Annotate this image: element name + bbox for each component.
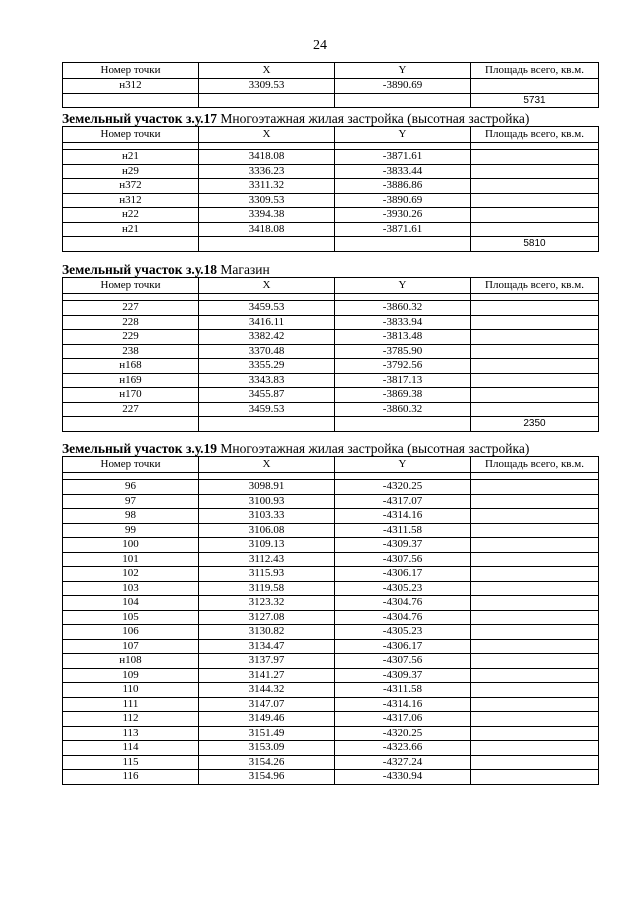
point-number-cell: 100 (63, 538, 199, 553)
y-coordinate-cell: -4305.23 (335, 625, 471, 640)
point-number-cell: 96 (63, 480, 199, 495)
empty-cell (63, 93, 199, 108)
area-empty-cell (471, 726, 599, 741)
y-coordinate-cell: -4320.25 (335, 480, 471, 495)
y-coordinate-cell: -3930.26 (335, 208, 471, 223)
area-total-value: 5731 (471, 93, 599, 108)
x-coordinate-cell: 3123.32 (199, 596, 335, 611)
area-empty-cell (471, 712, 599, 727)
y-coordinate-cell: -3871.61 (335, 150, 471, 165)
y-coordinate-cell: -3813.48 (335, 330, 471, 345)
spacer-cell (199, 473, 335, 480)
plot-19-heading (62, 442, 598, 456)
y-coordinate-cell: -4330.94 (335, 770, 471, 785)
y-coordinate-cell: -3785.90 (335, 344, 471, 359)
table-row (63, 596, 599, 611)
x-coordinate-cell: 3418.08 (199, 150, 335, 165)
y-coordinate-cell: -4317.07 (335, 494, 471, 509)
y-coordinate-cell: -4309.37 (335, 668, 471, 683)
plot-19-table (62, 456, 599, 785)
coordinates-table-continued (62, 62, 598, 108)
plot-17-table (62, 126, 599, 252)
x-coordinate-cell: 3416.11 (199, 315, 335, 330)
point-number-cell: 116 (63, 770, 199, 785)
area-empty-cell (471, 480, 599, 495)
area-empty-cell (471, 654, 599, 669)
header-x: X (199, 278, 335, 294)
area-empty-cell (471, 697, 599, 712)
x-coordinate-cell: 3309.53 (199, 193, 335, 208)
y-coordinate-cell: -3833.44 (335, 164, 471, 179)
area-empty-cell (471, 388, 599, 403)
area-empty-cell (471, 610, 599, 625)
header-point: Номер точки (63, 457, 199, 473)
point-number-cell: 102 (63, 567, 199, 582)
header-point: Номер точки (63, 278, 199, 294)
header-x: X (199, 457, 335, 473)
empty-cell (63, 237, 199, 252)
x-coordinate-cell: 3098.91 (199, 480, 335, 495)
x-coordinate-cell: 3153.09 (199, 741, 335, 756)
table-header-row (63, 127, 599, 143)
header-y: Y (335, 457, 471, 473)
table-row (63, 552, 599, 567)
point-number-cell: 111 (63, 697, 199, 712)
table-row (63, 344, 599, 359)
y-coordinate-cell: -4327.24 (335, 755, 471, 770)
x-coordinate-cell: 3394.38 (199, 208, 335, 223)
point-number-cell: 104 (63, 596, 199, 611)
y-coordinate-cell: -3886.86 (335, 179, 471, 194)
point-number-cell: 227 (63, 402, 199, 417)
table-row (63, 388, 599, 403)
x-coordinate-cell: 3130.82 (199, 625, 335, 640)
point-number-cell: н29 (63, 164, 199, 179)
area-total-row (63, 417, 599, 432)
spacer-cell (63, 294, 199, 301)
empty-cell (199, 237, 335, 252)
x-coordinate-cell: 3134.47 (199, 639, 335, 654)
x-coordinate-cell: 3115.93 (199, 567, 335, 582)
point-number-cell: 228 (63, 315, 199, 330)
y-coordinate-cell: -4304.76 (335, 610, 471, 625)
table-row (63, 222, 599, 237)
point-number-cell: 107 (63, 639, 199, 654)
x-coordinate-cell: 3418.08 (199, 222, 335, 237)
table-row (63, 193, 599, 208)
area-empty-cell (471, 330, 599, 345)
spacer-cell (199, 294, 335, 301)
point-number-cell: 98 (63, 509, 199, 524)
area-empty-cell (471, 344, 599, 359)
spacer-cell (471, 473, 599, 480)
area-empty-cell (471, 494, 599, 509)
area-empty-cell (471, 208, 599, 223)
y-coordinate-cell: -4307.56 (335, 552, 471, 567)
y-coordinate-cell: -4306.17 (335, 567, 471, 582)
point-number-cell: н372 (63, 179, 199, 194)
x-coordinate-cell: 3154.26 (199, 755, 335, 770)
y-coordinate-cell: -3792.56 (335, 359, 471, 374)
y-coordinate-cell: -4304.76 (335, 596, 471, 611)
plot-17-heading (62, 112, 598, 126)
y-coordinate-cell: -3890.69 (335, 193, 471, 208)
x-coordinate-cell: 3343.83 (199, 373, 335, 388)
area-total-row (63, 237, 599, 252)
point-number-cell: 101 (63, 552, 199, 567)
plot-17-section (62, 112, 598, 252)
x-coordinate-cell: 3100.93 (199, 494, 335, 509)
area-empty-cell (471, 581, 599, 596)
table-row (63, 402, 599, 417)
area-empty-cell (471, 193, 599, 208)
x-coordinate-cell: 3309.53 (199, 79, 335, 94)
header-y: Y (335, 278, 471, 294)
area-total-value: 2350 (471, 417, 599, 432)
header-point: Номер точки (63, 127, 199, 143)
table-row (63, 179, 599, 194)
area-empty-cell (471, 755, 599, 770)
x-coordinate-cell: 3112.43 (199, 552, 335, 567)
point-number-cell: 99 (63, 523, 199, 538)
point-number-cell: 229 (63, 330, 199, 345)
table-row (63, 509, 599, 524)
table-row (63, 697, 599, 712)
y-coordinate-cell: -4314.16 (335, 509, 471, 524)
table-row (63, 359, 599, 374)
area-empty-cell (471, 373, 599, 388)
table-row (63, 683, 599, 698)
empty-cell (199, 93, 335, 108)
point-number-cell: н170 (63, 388, 199, 403)
point-number-cell: н312 (63, 193, 199, 208)
x-coordinate-cell: 3137.97 (199, 654, 335, 669)
table-row (63, 741, 599, 756)
plot-18-title: Земельный участок з.у.18 (62, 262, 218, 277)
x-coordinate-cell: 3455.87 (199, 388, 335, 403)
y-coordinate-cell: -4311.58 (335, 523, 471, 538)
table-row (63, 164, 599, 179)
spacer-row (63, 143, 599, 150)
x-coordinate-cell: 3141.27 (199, 668, 335, 683)
area-empty-cell (471, 222, 599, 237)
y-coordinate-cell: -4309.37 (335, 538, 471, 553)
header-y: Y (335, 63, 471, 79)
y-coordinate-cell: -3890.69 (335, 79, 471, 94)
area-empty-cell (471, 301, 599, 316)
plot-18-table (62, 277, 599, 432)
x-coordinate-cell: 3147.07 (199, 697, 335, 712)
y-coordinate-cell: -4311.58 (335, 683, 471, 698)
y-coordinate-cell: -4307.56 (335, 654, 471, 669)
area-total-row (63, 93, 599, 108)
x-coordinate-cell: 3109.13 (199, 538, 335, 553)
table-row (63, 150, 599, 165)
spacer-cell (335, 294, 471, 301)
y-coordinate-cell: -4305.23 (335, 581, 471, 596)
empty-cell (63, 417, 199, 432)
area-empty-cell (471, 770, 599, 785)
area-empty-cell (471, 179, 599, 194)
point-number-cell: 227 (63, 301, 199, 316)
area-empty-cell (471, 164, 599, 179)
table-row (63, 208, 599, 223)
y-coordinate-cell: -4306.17 (335, 639, 471, 654)
table-row (63, 301, 599, 316)
empty-cell (335, 237, 471, 252)
y-coordinate-cell: -3833.94 (335, 315, 471, 330)
spacer-cell (335, 143, 471, 150)
plot-19-title: Земельный участок з.у.19 (62, 441, 218, 456)
page-number: 24 (313, 38, 327, 53)
point-number-cell: 103 (63, 581, 199, 596)
table-row (63, 639, 599, 654)
area-empty-cell (471, 741, 599, 756)
y-coordinate-cell: -3817.13 (335, 373, 471, 388)
spacer-cell (471, 294, 599, 301)
empty-cell (335, 417, 471, 432)
plot-18-purpose: Магазин (220, 262, 270, 277)
area-empty-cell (471, 668, 599, 683)
table-header-row (63, 457, 599, 473)
x-coordinate-cell: 3127.08 (199, 610, 335, 625)
point-number-cell: н169 (63, 373, 199, 388)
table-row (63, 538, 599, 553)
x-coordinate-cell: 3144.32 (199, 683, 335, 698)
x-coordinate-cell: 3336.23 (199, 164, 335, 179)
table-row (63, 654, 599, 669)
x-coordinate-cell: 3103.33 (199, 509, 335, 524)
x-coordinate-cell: 3151.49 (199, 726, 335, 741)
area-empty-cell (471, 567, 599, 582)
x-coordinate-cell: 3149.46 (199, 712, 335, 727)
area-empty-cell (471, 315, 599, 330)
empty-cell (199, 417, 335, 432)
x-coordinate-cell: 3355.29 (199, 359, 335, 374)
point-number-cell: 110 (63, 683, 199, 698)
table-row (63, 755, 599, 770)
empty-cell (335, 93, 471, 108)
table-row (63, 480, 599, 495)
spacer-cell (471, 143, 599, 150)
point-number-cell: 112 (63, 712, 199, 727)
plot-18-heading (62, 263, 598, 277)
area-empty-cell (471, 359, 599, 374)
table-row (63, 625, 599, 640)
spacer-cell (63, 473, 199, 480)
area-total-value: 5810 (471, 237, 599, 252)
point-number-cell: н312 (63, 79, 199, 94)
table-header-row (63, 63, 599, 79)
point-number-cell: н21 (63, 150, 199, 165)
header-x: X (199, 127, 335, 143)
area-empty-cell (471, 523, 599, 538)
y-coordinate-cell: -4317.06 (335, 712, 471, 727)
x-coordinate-cell: 3119.58 (199, 581, 335, 596)
table-row (63, 79, 599, 94)
table-row (63, 523, 599, 538)
x-coordinate-cell: 3311.32 (199, 179, 335, 194)
table-row (63, 315, 599, 330)
y-coordinate-cell: -3860.32 (335, 301, 471, 316)
header-area: Площадь всего, кв.м. (471, 127, 599, 143)
spacer-cell (335, 473, 471, 480)
area-empty-cell (471, 509, 599, 524)
spacer-cell (63, 143, 199, 150)
spacer-cell (199, 143, 335, 150)
point-number-cell: 115 (63, 755, 199, 770)
header-area: Площадь всего, кв.м. (471, 278, 599, 294)
plot-18-section (62, 263, 598, 432)
point-number-cell: 238 (63, 344, 199, 359)
y-coordinate-cell: -3871.61 (335, 222, 471, 237)
area-empty-cell (471, 596, 599, 611)
point-number-cell: 105 (63, 610, 199, 625)
table-row (63, 567, 599, 582)
table-row (63, 330, 599, 345)
table-row (63, 770, 599, 785)
y-coordinate-cell: -4314.16 (335, 697, 471, 712)
x-coordinate-cell: 3106.08 (199, 523, 335, 538)
area-empty-cell (471, 625, 599, 640)
table-row (63, 581, 599, 596)
table-row (63, 668, 599, 683)
point-number-cell: 113 (63, 726, 199, 741)
area-empty-cell (471, 150, 599, 165)
header-y: Y (335, 127, 471, 143)
plot-17-purpose: Многоэтажная жилая застройка (высотная застройка) (220, 111, 530, 126)
table-row (63, 494, 599, 509)
area-empty-cell (471, 683, 599, 698)
x-coordinate-cell: 3382.42 (199, 330, 335, 345)
y-coordinate-cell: -4320.25 (335, 726, 471, 741)
table-continued (62, 62, 599, 108)
plot-17-title: Земельный участок з.у.17 (62, 111, 218, 126)
point-number-cell: 114 (63, 741, 199, 756)
x-coordinate-cell: 3154.96 (199, 770, 335, 785)
spacer-row (63, 294, 599, 301)
point-number-cell: 97 (63, 494, 199, 509)
header-x: X (199, 63, 335, 79)
table-row (63, 610, 599, 625)
area-empty-cell (471, 79, 599, 94)
header-point: Номер точки (63, 63, 199, 79)
header-area: Площадь всего, кв.м. (471, 63, 599, 79)
table-row (63, 726, 599, 741)
header-area: Площадь всего, кв.м. (471, 457, 599, 473)
x-coordinate-cell: 3459.53 (199, 402, 335, 417)
point-number-cell: н22 (63, 208, 199, 223)
point-number-cell: 109 (63, 668, 199, 683)
point-number-cell: н168 (63, 359, 199, 374)
plot-19-purpose: Многоэтажная жилая застройка (высотная застройка) (220, 441, 530, 456)
area-empty-cell (471, 552, 599, 567)
spacer-row (63, 473, 599, 480)
area-empty-cell (471, 538, 599, 553)
point-number-cell: н108 (63, 654, 199, 669)
table-header-row (63, 278, 599, 294)
x-coordinate-cell: 3370.48 (199, 344, 335, 359)
area-empty-cell (471, 402, 599, 417)
y-coordinate-cell: -3860.32 (335, 402, 471, 417)
y-coordinate-cell: -3869.38 (335, 388, 471, 403)
x-coordinate-cell: 3459.53 (199, 301, 335, 316)
table-row (63, 373, 599, 388)
point-number-cell: 106 (63, 625, 199, 640)
table-row (63, 712, 599, 727)
area-empty-cell (471, 639, 599, 654)
point-number-cell: н21 (63, 222, 199, 237)
y-coordinate-cell: -4323.66 (335, 741, 471, 756)
plot-19-section (62, 442, 598, 785)
